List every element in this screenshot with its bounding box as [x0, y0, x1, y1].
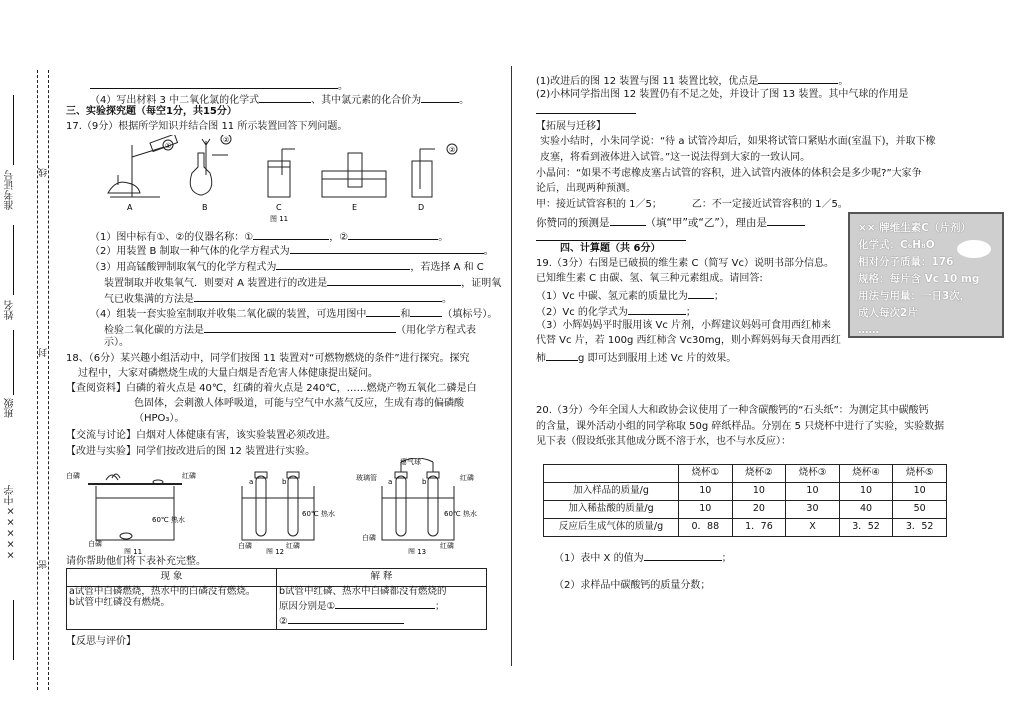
fig13-caption: 图 13	[408, 548, 427, 554]
fig13-b: b	[422, 478, 427, 486]
vc-ellipsis: ……	[858, 324, 879, 336]
fig12-red-p: 红磷	[286, 542, 300, 550]
q18-reference-3: （HPO₃）。	[134, 413, 185, 424]
fig12-a: a	[249, 478, 254, 486]
prediction-line: 甲：接近试管容积的 1／5； 乙：不一定接近试管容积的 1／5。	[536, 199, 848, 210]
fig11-label-a: A	[127, 203, 133, 212]
seal-mark-mi: 密	[39, 560, 49, 569]
fig11-label-c: C	[276, 203, 282, 212]
fig12-hot-water: 60℃ 热水	[302, 510, 335, 518]
phenomenon-b: b试管中红磷没有燃烧。	[69, 596, 171, 608]
table-cell-phenomenon	[67, 587, 277, 630]
q17-4-cont2: 示）。	[104, 337, 129, 348]
table-cell: 20	[732, 501, 786, 519]
table-cell: X	[786, 519, 839, 537]
phenomenon-a: a试管中白磷燃烧，热水中的白磷没有燃烧。	[69, 586, 256, 597]
fig11-marker-3: ②	[449, 146, 456, 154]
q18-improvement: 【改进与实验】同学们按改进后的图 12 装置进行实验。	[66, 446, 316, 457]
fig13-white-p: 白磷	[362, 534, 376, 542]
header-beaker-5: 烧杯⑤	[893, 465, 947, 483]
table-row	[544, 519, 947, 537]
fig11-hot-water: 60℃ 热水	[152, 516, 185, 524]
explanation-line-3: ②	[279, 613, 484, 628]
q20-stem-3: 见下表（假设纸张其他成分既不溶于水，也不与水反应）：	[536, 436, 791, 447]
table-cell-explanation	[277, 587, 487, 630]
figure-11-apparatus	[90, 135, 470, 225]
q18-stem: 18、（6分）某兴趣小组活动中，同学们按图 11 装置对“可燃物燃烧的条件”进行探究。探究	[66, 353, 470, 364]
fig13-glass-tube: 玻璃管	[356, 474, 377, 482]
header-beaker-4: 烧杯④	[839, 465, 893, 483]
class-label: 班级	[5, 398, 16, 418]
q17-3-cont: 装置制取并收集氧气．则要对 A 装置进行的改进是 ，证明氧	[104, 275, 501, 290]
vitamin-c-label-image	[848, 212, 1004, 338]
table-cell: 1．76	[732, 519, 786, 537]
seal-mark-xian: 线	[39, 168, 49, 177]
q17-4-cont: 检验二氧化碳的方法是 （用化学方程式表	[104, 322, 476, 337]
explanation-line-2: 原因分别是① ；	[279, 598, 484, 613]
header-beaker-1: 烧杯①	[679, 465, 733, 483]
q19-stem-2: 已知维生素 C 由碳、氢、氧三种元素组成。请回答:	[536, 273, 763, 284]
q18-discussion: 【交流与讨论】白烟对人体健康有害，该实验装置必须改进。	[66, 430, 336, 441]
q17-1: （1）图中标有①、②的仪器名称：① ，② 。	[90, 229, 448, 244]
q16-tail-line: 。	[90, 78, 348, 93]
vc-dose: 成人每次2片	[858, 307, 918, 319]
reflection-heading: 【反思与评价】	[66, 636, 136, 647]
vc-formula: 化学式：C₆H₈O	[858, 239, 935, 251]
phenomenon-explanation-table	[66, 568, 487, 630]
table-cell: 3．52	[893, 519, 947, 537]
fig12-b: b	[282, 478, 287, 486]
fig13-red-p-top: 红磷	[460, 474, 474, 482]
q17-3: （3）用高锰酸钾制取氧气的化学方程式为 ，若选择 A 和 C	[90, 259, 484, 274]
extension-text-2: 皮塞，将看到液体进入试管。”这一说法得到大家的一致认同。	[540, 152, 811, 163]
reason-blank	[536, 240, 686, 241]
table-cell: 10	[839, 483, 893, 501]
q18-improvement-2-blank	[536, 113, 636, 114]
name-label: 姓名	[5, 300, 16, 320]
fig11-red-p: 红磷	[182, 472, 196, 480]
table-header-phenomenon: 现 象	[67, 569, 277, 587]
q17-stem: 17.（9分）根据所学知识并结合图 11 所示装置回答下列问题。	[66, 121, 348, 132]
exam-number-label: 准考证号	[5, 170, 16, 210]
extension-text-1: 实验小结时，小朱同学说：“待 a 试管冷却后，如果将试管口紧贴水面(室温下)，并取下橡	[540, 136, 936, 147]
binding-dashed-line-inner	[48, 70, 49, 690]
fig11-marker-2: ②	[223, 136, 230, 144]
figures-11-12-13-combustion	[66, 458, 506, 554]
fig13-balloon: 瘪气球	[400, 458, 421, 466]
q17-3-cont2: 气已收集满的方法是 。	[104, 291, 452, 306]
fig11-label-d: D	[418, 203, 425, 212]
q19-3-cont2: 柿 g 即可达到服用上述 Vc 片的效果。	[536, 350, 736, 365]
q19-1: （1）Vc 中碳、氢元素的质量比为 ；	[536, 288, 724, 303]
table-cell: 10	[786, 483, 839, 501]
table-cell: 0．88	[679, 519, 733, 537]
table-cell: 3．52	[839, 519, 893, 537]
q18-improvement-2: (2)小林同学指出图 12 装置仍有不足之处，并设计了图 13 装置。其中气球的作用是	[536, 89, 909, 100]
section-4-heading: 四、计算题（共 6分）	[560, 243, 661, 254]
fig11-label-b: B	[202, 203, 208, 212]
table-cell: 50	[893, 501, 947, 519]
class-blank	[13, 330, 14, 395]
extension-text-4: 论后，出现两种预测。	[536, 183, 636, 194]
q18-improvement-1: (1)改进后的图 12 装置与图 11 装置比较，优点是 。	[536, 73, 848, 88]
fig11-caption-b: 图 11	[124, 548, 143, 554]
header-blank	[544, 465, 679, 483]
q17-2: （2）用装置 B 制取一种气体的化学方程式为 。	[90, 243, 494, 258]
q19-stem: 19.（3分）右图是已破损的维生素 C（简写 Vc）说明书部分信息。	[536, 258, 834, 269]
fig13-red-p: 红磷	[440, 542, 454, 550]
table-cell: 30	[786, 501, 839, 519]
q18-stem-2: 过程中，大家对磷燃烧生成的大量白烟是否危害人体健康提出疑问。	[78, 368, 378, 379]
table-header-row	[544, 465, 947, 483]
q18-reference-2: 色固体，会刺激人体呼吸道，可能与空气中水蒸气反应，生成有毒的偏磷酸	[134, 398, 464, 409]
fig11-label-e: E	[352, 203, 358, 212]
q18-reference: 【查阅资料】白磷的着火点是 40℃，红磷的着火点是 240℃，……燃烧产物五氧化二磷是白	[66, 383, 477, 394]
table-cell: 10	[732, 483, 786, 501]
school-label: ×××××中学	[5, 485, 16, 560]
fig11-caption: 图 11	[270, 215, 289, 223]
section-3-heading: 三、实验探究题（每空1分，共15分）	[66, 106, 237, 117]
q17-4: （4）组装一套实验室制取并收集二氧化碳的装置，可选用图中 和 （填标号）。	[90, 306, 497, 321]
fig11-marker-1: ①	[165, 142, 172, 150]
beaker-data-table	[543, 464, 947, 537]
fig12-caption: 图 12	[266, 548, 285, 554]
agree-prediction-line: 你赞同的预测是 （填“甲”或“乙”），理由是	[536, 215, 805, 229]
table-cell: 10	[679, 483, 733, 501]
vitamin-c-label-text	[858, 220, 979, 339]
table-row	[544, 483, 947, 501]
fig13-hot-water: 60℃ 热水	[444, 510, 477, 518]
fig11-white-p-bottom: 白磷	[88, 540, 102, 548]
extension-text-3: 小晶问：“如果不考虑橡皮塞占试管的容积，进入试管内液体的体积会是多少呢?”大家争	[536, 168, 922, 179]
table-cell: 40	[839, 501, 893, 519]
table-row	[544, 501, 947, 519]
row-label: 加入样品的质量/g	[544, 483, 679, 501]
vc-usage: 用法与用量：一日3次，	[858, 290, 971, 302]
vc-molar-mass: 相对分子质量：176	[858, 256, 954, 268]
school-blank	[13, 600, 14, 660]
vc-spec: 规格：每片含 Vc 10 mg	[858, 273, 980, 285]
q19-3-cont: 代替 Vc 片，若 100g 西红柿含 Vc30mg，则小辉妈妈每天食用西红	[536, 335, 841, 346]
fig13-a: a	[388, 478, 393, 486]
q20-stem-2: 的含量，课外活动小组的同学称取 50g 碎纸样品。分别在 5 只烧杯中进行了实验，实验数据	[536, 421, 945, 432]
explanation-line-1: b试管中红磷、热水中白磷都没有燃烧的	[279, 586, 447, 597]
header-beaker-3: 烧杯③	[786, 465, 839, 483]
column-divider	[511, 66, 512, 666]
table-cell: 10	[679, 501, 733, 519]
seal-mark-feng: 封	[39, 348, 49, 357]
vc-brand: ×× 牌维生素C（片剂）	[858, 222, 971, 234]
exam-number-blank	[13, 95, 14, 165]
binding-dashed-line	[37, 70, 38, 690]
q20-1: （1）表中 X 的值为 ；	[554, 550, 732, 565]
row-label: 反应后生成气体的质量/g	[544, 519, 679, 537]
table-header-explanation: 解 释	[277, 569, 487, 587]
q20-2: （2）求样品中碳酸钙的质量分数；	[554, 580, 711, 591]
q19-2: （2）Vc 的化学式为 ；	[536, 304, 696, 319]
name-blank	[13, 225, 14, 295]
header-beaker-2: 烧杯②	[732, 465, 786, 483]
table-cell: 10	[893, 483, 947, 501]
table-instruction: 请你帮助他们将下表补充完整。	[66, 556, 206, 567]
fig11-white-p: 白磷	[66, 472, 80, 480]
q16-4-text: （4）写出材料 3 中二氧化氯的化学式 、其中氯元素的化合价为 。	[90, 92, 469, 107]
q19-3: （3）小辉妈妈平时服用该 Vc 片剂，小辉建议妈妈可食用西红柿来	[536, 320, 832, 331]
q20-stem: 20.（3分）今年全国人大和政协会议使用了一种含碳酸钙的“石头纸”：为测定其中碳酸钙	[536, 405, 929, 416]
extension-heading: 【拓展与迁移】	[536, 121, 606, 132]
row-label: 加入稀盐酸的质量/g	[544, 501, 679, 519]
fig12-white-p: 白磷	[238, 542, 252, 550]
